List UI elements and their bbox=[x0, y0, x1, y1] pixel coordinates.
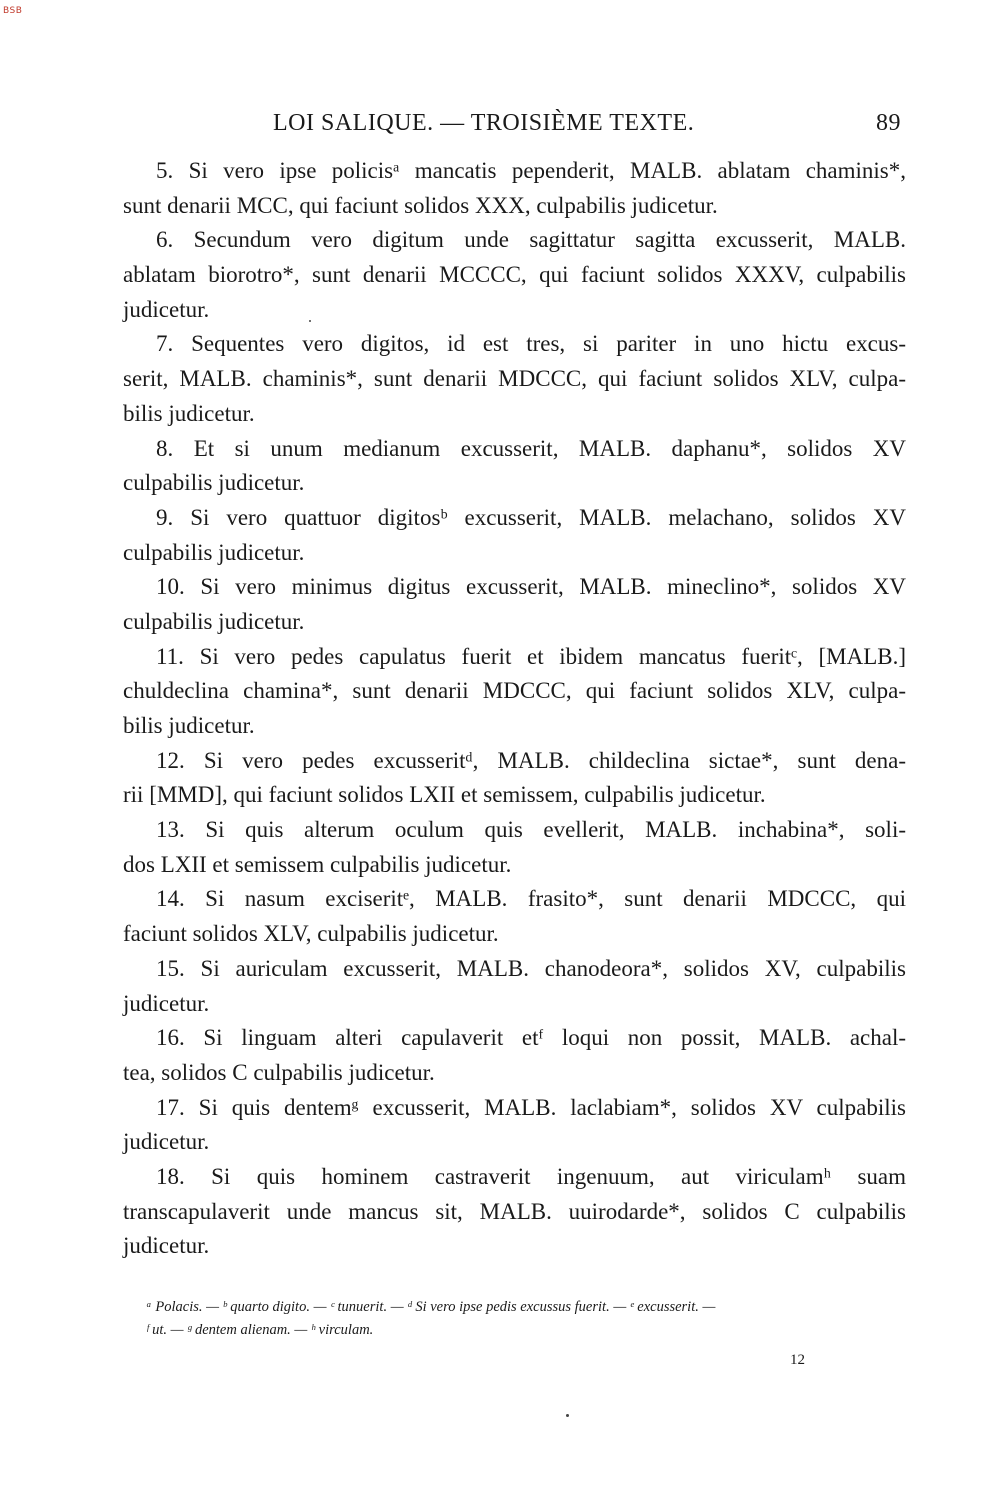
article-paragraph bbox=[123, 744, 906, 813]
page-number: 89 bbox=[876, 110, 901, 136]
text-line: 16. Si linguam alteri capulaverit etᶠ loqui non possit, MALB. achal- bbox=[156, 1025, 906, 1051]
text-line: 5. Si vero ipse policisᵃ mancatis pependerit, MALB. ablatam chaminis*, bbox=[156, 158, 906, 183]
article-paragraph bbox=[123, 882, 906, 951]
text-line: 14. Si nasum exciseritᵉ, MALB. frasito*, sunt denarii MDCCC, qui bbox=[156, 886, 906, 912]
ink-speck bbox=[309, 320, 311, 322]
text-line: 10. Si vero minimus digitus excusserit, MALB. mineclino*, solidos XV bbox=[156, 574, 906, 600]
text-line: judicetur. bbox=[123, 1129, 210, 1155]
text-line: judicetur. bbox=[123, 1233, 210, 1259]
text-line: dos LXII et semissem culpabilis judicetur. bbox=[123, 851, 512, 877]
text-line: 7. Sequentes vero digitos, id est tres, si pariter in uno hictu excus- bbox=[156, 331, 906, 357]
text-line: faciunt solidos XLV, culpabilis judicetur. bbox=[123, 921, 499, 947]
text-line: judicetur. bbox=[123, 990, 210, 1016]
library-watermark: BSB bbox=[3, 6, 23, 16]
text-line: ablatam biorotro*, sunt denarii MCCCC, qui faciunt solidos XXXV, culpabilis bbox=[123, 262, 906, 288]
text-line: transcapulaverit unde mancus sit, MALB. uuirodarde*, solidos C culpabilis bbox=[123, 1198, 906, 1224]
text-line: bilis judicetur. bbox=[123, 713, 255, 738]
text-line: sunt denarii MCC, qui faciunt solidos XXX, culpabilis judicetur. bbox=[123, 192, 718, 218]
text-line: culpabilis judicetur. bbox=[123, 470, 305, 496]
article-paragraph bbox=[123, 640, 906, 744]
text-line: judicetur. bbox=[123, 296, 210, 322]
text-line: 18. Si quis hominem castraverit ingenuum, aut viriculamʰ suam bbox=[156, 1163, 906, 1189]
article-paragraph bbox=[123, 952, 906, 1021]
article-paragraph bbox=[123, 501, 906, 570]
text-line: chuldeclina chamina*, sunt denarii MDCCC, qui faciunt solidos XLV, culpa- bbox=[123, 678, 906, 704]
footnotes bbox=[146, 1296, 906, 1342]
running-title: LOI SALIQUE. — TROISIÈME TEXTE. bbox=[273, 110, 695, 136]
law-text-body bbox=[123, 154, 906, 1264]
article-paragraph bbox=[123, 1091, 906, 1160]
text-line: rii [MMD], qui faciunt solidos LXII et semissem, culpabilis judicetur. bbox=[123, 782, 766, 808]
signature-mark: 12 bbox=[790, 1352, 805, 1368]
text-line: 6. Secundum vero digitum unde sagittatur sagitta excusserit, MALB. bbox=[156, 227, 906, 253]
text-line: bilis judicetur. bbox=[123, 400, 255, 426]
article-paragraph bbox=[123, 813, 906, 882]
article-paragraph bbox=[123, 1160, 906, 1264]
text-line: 15. Si auriculam excusserit, MALB. chanodeora*, solidos XV, culpabilis bbox=[156, 955, 906, 981]
footnote-line: ᶠ ut. — ᵍ dentem alienam. — ʰ virculam. bbox=[146, 1322, 374, 1338]
ink-speck bbox=[566, 1414, 569, 1417]
article-paragraph bbox=[123, 432, 906, 501]
text-line: culpabilis judicetur. bbox=[123, 539, 305, 565]
text-line: 12. Si vero pedes excusseritᵈ, MALB. childeclina sictae*, sunt dena- bbox=[156, 747, 906, 773]
text-line: 11. Si vero pedes capulatus fuerit et ibidem mancatus fueritᶜ, [MALB.] bbox=[156, 643, 906, 669]
text-line: tea, solidos C culpabilis judicetur. bbox=[123, 1059, 435, 1085]
text-line: 8. Et si unum medianum excusserit, MALB. daphanu*, solidos XV bbox=[156, 435, 906, 461]
text-line: 9. Si vero quattuor digitosᵇ excusserit, MALB. melachano, solidos XV bbox=[156, 504, 906, 530]
text-line: serit, MALB. chaminis*, sunt denarii MDCCC, qui faciunt solidos XLV, culpa- bbox=[123, 366, 906, 392]
article-paragraph bbox=[123, 570, 906, 639]
article-paragraph bbox=[123, 1021, 906, 1090]
running-header bbox=[0, 110, 1000, 140]
article-paragraph bbox=[123, 223, 906, 327]
article-paragraph bbox=[123, 327, 906, 431]
text-line: culpabilis judicetur. bbox=[123, 608, 305, 634]
article-paragraph bbox=[123, 154, 906, 223]
text-line: 17. Si quis dentemᵍ excusserit, MALB. laclabiam*, solidos XV culpabilis bbox=[156, 1094, 906, 1120]
footnote-line: ᵃ Polacis. — ᵇ quarto digito. — ᶜ tunuerit. — ᵈ Si vero ipse pedis excussus fuerit. — ᵉ excusserit. — bbox=[146, 1299, 716, 1315]
text-line: 13. Si quis alterum oculum quis evellerit, MALB. inchabina*, soli- bbox=[156, 817, 906, 843]
